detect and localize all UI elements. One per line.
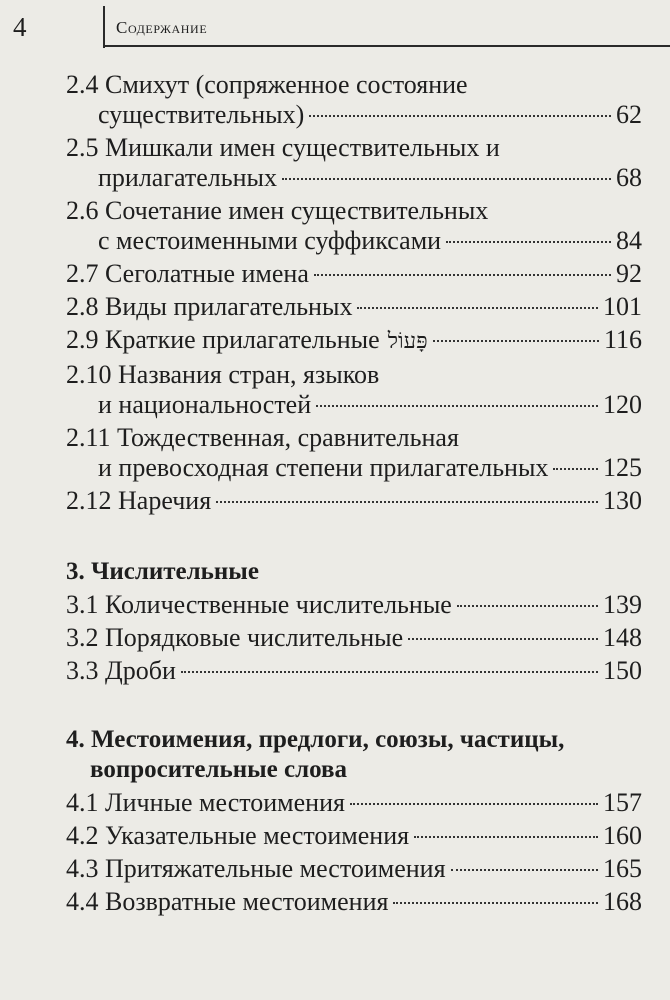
leader-dots — [414, 836, 598, 838]
toc-page-number: 165 — [603, 854, 642, 883]
toc-page-number: 116 — [603, 325, 642, 354]
toc-entry-title: 3.1 Количественные числительные — [66, 590, 452, 619]
toc-entry-title: 4.3 Притяжательные местоимения — [66, 854, 446, 883]
header-divider-horizontal — [104, 45, 670, 47]
toc-page-number: 168 — [603, 887, 642, 916]
toc-entry-title: 4.4 Возвратные местоимения — [66, 887, 389, 916]
toc-page-number: 84 — [616, 226, 642, 255]
toc-page-number: 148 — [603, 623, 642, 652]
leader-dots — [446, 241, 611, 243]
toc-entry — [66, 423, 642, 483]
toc-entry-title: 2.10 Названия стран, языков — [66, 360, 380, 389]
section-heading — [66, 557, 642, 587]
toc-page-number: 160 — [603, 821, 642, 850]
toc-page-number: 157 — [603, 788, 642, 817]
toc-entry — [66, 325, 642, 357]
toc-entry-title: 2.7 Сеголатные имена — [66, 259, 309, 288]
toc-entry — [66, 133, 642, 193]
toc-entry — [66, 623, 642, 653]
toc-page-number: 101 — [603, 292, 642, 321]
leader-dots — [553, 468, 598, 470]
toc-entry-title: 3.3 Дроби — [66, 656, 176, 685]
section-heading-text-cont: вопросительные слова — [90, 756, 348, 783]
toc-entry-title: 2.8 Виды прилагательных — [66, 292, 353, 321]
toc-entry — [66, 887, 642, 917]
running-title: Содержание — [116, 18, 208, 37]
toc-entry-title: 3.2 Порядковые числительные — [66, 623, 404, 652]
toc-entry-title: 2.4 Смихут (сопряженное состояние — [66, 70, 468, 99]
leader-dots — [457, 605, 598, 607]
leader-dots — [282, 178, 611, 180]
toc-entry-title: 4.1 Личные местоимения — [66, 788, 345, 817]
toc-entry-title-cont: существительных) — [98, 100, 305, 129]
toc-entry — [66, 821, 642, 851]
section-heading-text: 4. Местоимения, предлоги, союзы, частицы, — [66, 726, 565, 753]
toc-page-number: 150 — [603, 656, 642, 685]
running-header — [0, 0, 670, 56]
leader-dots — [433, 340, 599, 342]
toc-entry-title: 2.6 Сочетание имен существительных — [66, 196, 489, 225]
header-divider-vertical — [103, 6, 105, 48]
leader-dots — [216, 501, 598, 503]
toc-entry — [66, 196, 642, 256]
toc-entry — [66, 590, 642, 620]
toc-page-number: 120 — [603, 390, 642, 419]
toc-entry-title-cont: прилагательных — [98, 163, 277, 192]
leader-dots — [408, 638, 598, 640]
leader-dots — [357, 307, 598, 309]
toc-entry-title-cont: и превосходная степени прилагательных — [98, 453, 549, 482]
toc-entry-title: 2.11 Тождественная, сравнительная — [66, 423, 459, 452]
toc-entry — [66, 360, 642, 420]
toc-entry-title-cont: с местоименными суффиксами — [98, 226, 442, 255]
toc-entry — [66, 656, 642, 686]
toc-entry — [66, 70, 642, 130]
leader-dots — [181, 671, 598, 673]
toc-entry-title: 2.12 Наречия — [66, 486, 212, 515]
toc-entry — [66, 259, 642, 289]
leader-dots — [309, 115, 611, 117]
toc-entry — [66, 292, 642, 322]
toc-entry-title: 2.9 Краткие прилагательные — [66, 325, 380, 354]
section-heading — [66, 725, 642, 785]
toc-entry — [66, 854, 642, 884]
toc-page-number: 139 — [603, 590, 642, 619]
leader-dots — [393, 902, 598, 904]
toc-entry-title: 4.2 Указательные местоимения — [66, 821, 410, 850]
leader-dots — [316, 405, 598, 407]
toc-page-number: 68 — [616, 163, 642, 192]
page-number: 4 — [13, 12, 27, 42]
leader-dots — [350, 803, 598, 805]
toc-entry-title: 2.5 Мишкали имен существительных и — [66, 133, 500, 162]
toc-entry — [66, 788, 642, 818]
section-heading-text: 3. Числительные — [66, 558, 259, 585]
toc-page-number: 92 — [616, 259, 642, 288]
toc-page-number: 62 — [616, 100, 642, 129]
leader-dots — [451, 869, 598, 871]
leader-dots — [314, 274, 611, 276]
toc-page-number: 130 — [603, 486, 642, 515]
toc-page-number: 125 — [603, 453, 642, 482]
toc-entry — [66, 486, 642, 516]
toc-entry-title-cont: и национальностей — [98, 390, 312, 419]
table-of-contents — [66, 70, 642, 920]
hebrew-pattern-label: פָּעוֹל — [387, 329, 428, 354]
